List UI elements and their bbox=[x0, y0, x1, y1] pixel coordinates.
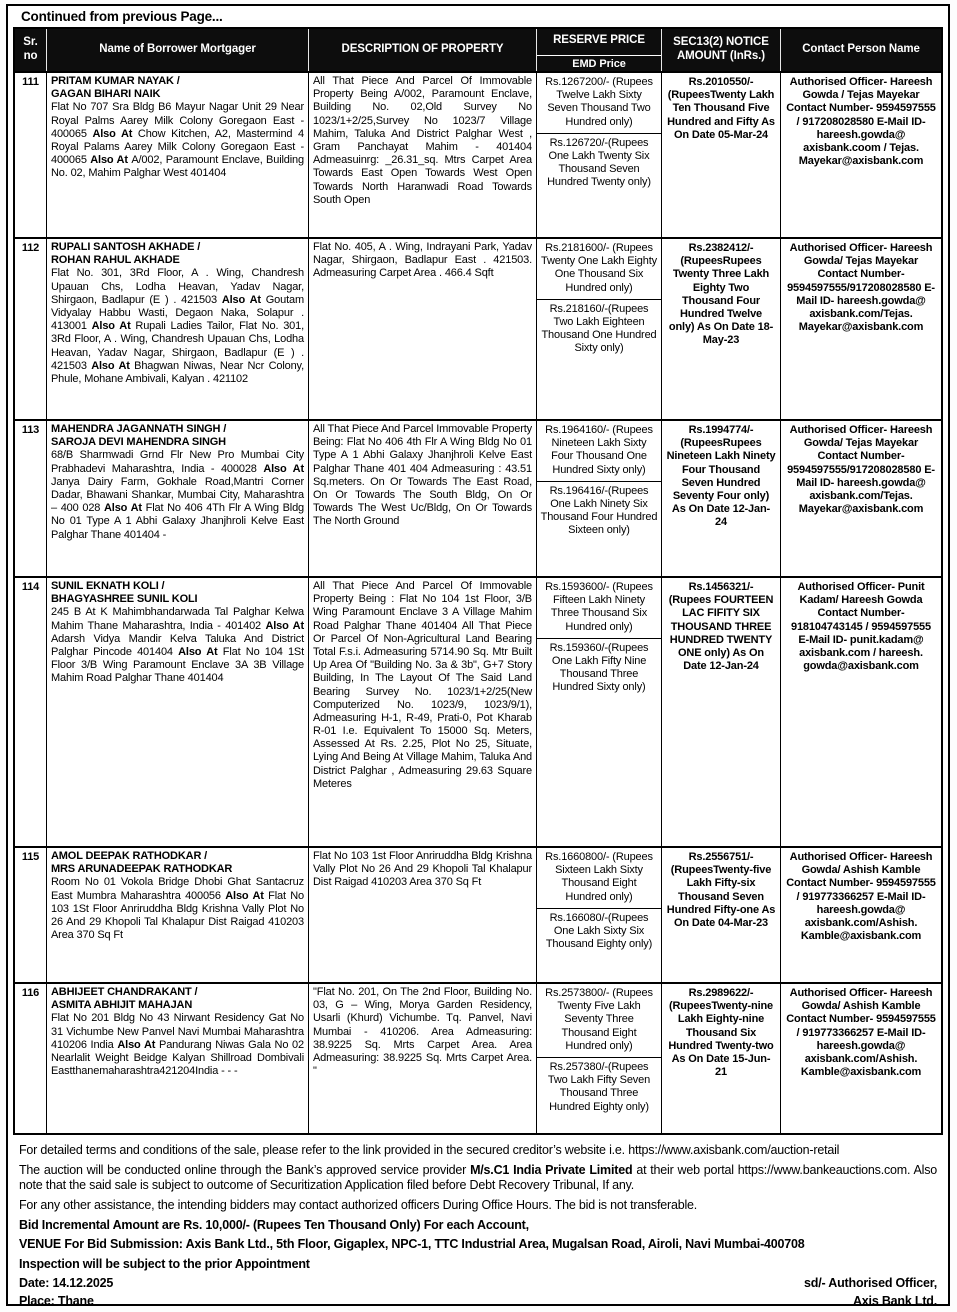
borrower-address: Room No 01 Vokola Bridge Dhobi Ghat Santacruz East Mumbra Maharashtra 400056 Also At Flat No 103 1St Floor Anriruddha Bldg Krishna Vally Plot No 26 And 29 Khopoli Tal Khalapur Dist Raigad 410203 Area 370 Sq Ft bbox=[51, 876, 305, 942]
borrower-name-2: GAGAN BIHARI NAIK bbox=[51, 88, 161, 101]
bank-name: Axis Bank Ltd. bbox=[852, 1294, 937, 1309]
table-row bbox=[15, 419, 941, 576]
contact-person: Authorised Officer- Hareesh Gowda/ Tejas Mayekar Contact Number- 9594597555/917208028580 E-Mail ID- hareesh.gowda@ axisbank.com/Tejas. Mayekar@axisbank.com bbox=[780, 421, 941, 576]
contact-person: Authorised Officer- Hareesh Gowda/ Ashish Kamble Contact Number- 9594597555 / 919773366257 E-Mail ID- hareesh.gowda@ axisbank.com/Ashish. Kamble@axisbank.com bbox=[780, 984, 941, 1133]
borrower-address: Flat No. 301, 3Rd Floor, A . Wing, Chandresh Upauan Chs, Lodha Heavan, Yadav Nagar, Shirgaon, Badlapur (E ) . 421503 Also At Goutam Vidyalay Habbu Wasti, Degaon Naka, Solapur . 413001 Also At Rupali Ladies Tailor, Flat No. 301, 3Rd Floor, A . Wing, Chandresh Upauan Chs, Lodha Heavan, Yadav Nagar, Shirgaon, Badlapur (E ) . 421503 Also At Bhagwan Niwas, Near Ncr Colony, Phule, Mohane Ambivali, Kalyan . 421102 bbox=[51, 267, 304, 385]
property-description: All That Piece And Parcel Immovable Property Being: Flat No 406 4th Flr A Wing Bldg No 01 Type A 1 Abhi Galaxy Jhanjhroli Kelve East Palghar Thane 401 404 Admeasuring : 43.51 Sq.meters. On Or Towards The East Road, On Or Towards The South Bldg, On Or Towards The West Uc/Bldg, On Or Towards The North Ground bbox=[308, 421, 536, 576]
table-row bbox=[15, 846, 941, 982]
table-row bbox=[15, 982, 941, 1133]
header-emd-price-label: EMD Price bbox=[572, 57, 626, 70]
borrower-name-1: PRITAM KUMAR NAYAK / bbox=[51, 75, 180, 87]
sr-no: 116 bbox=[21, 987, 40, 999]
borrower-name-1: MAHENDRA JAGANNATH SINGH / bbox=[51, 423, 227, 435]
terms-line: For detailed terms and conditions of the sale, please refer to the link provided in the secured creditor’s website i.e. https://www.axisbank.com/auction-retail bbox=[19, 1143, 840, 1157]
property-description: Flat No 103 1st Floor Anriruddha Bldg Krishna Vally Plot No 26 And 29 Khopoli Tal Khalapur Dist Raigad 410203 Area 370 Sq Ft bbox=[308, 848, 536, 982]
price-cell bbox=[536, 984, 661, 1133]
sr-no: 113 bbox=[21, 424, 40, 436]
borrower-cell bbox=[46, 73, 308, 237]
emd-price: Rs.166080/-(Rupees One Lakh Sixty Six Thousand Eighty only) bbox=[545, 911, 653, 951]
header-sr-no: Sr. no bbox=[23, 36, 38, 62]
reserve-price: Rs.2573800/- (Rupees Twenty Five Lakh Seventy Three Thousand Eight Hundred only) bbox=[537, 984, 661, 1058]
inspection-line: Inspection will be subject to the prior Appointment bbox=[19, 1256, 310, 1271]
sr-no: 111 bbox=[22, 76, 39, 88]
notice-page bbox=[6, 4, 950, 1309]
sec13-notice-amount: Rs.1994774/- (RupeesRupees Nineteen Lakh Ninety Four Thousand Seven Hundred Seventy Four only) As On Date 12-Jan-24 bbox=[661, 421, 780, 576]
borrower-cell bbox=[46, 421, 308, 576]
date-label: Date: 14.12.2025 bbox=[19, 1276, 114, 1291]
table-header-row bbox=[15, 29, 941, 71]
property-description: All That Piece And Parcel Of Immovable Property Being : Flat No 104 1st Floor, 3/B Wing Paramount Enclave 3 A Village Mahim Road Palghar Thane 401404 All That Piece Or Parcel Of Non-Agricultural Land Bearing Total F.s.i. Admeasuring 5714.90 Sq. Mtr Built Up Area Of "Building No. 3a & 3b", G+7 Story Building, In The Layout Of The Said Land Bearing Survey No. 1023/1+2/25(New Computerized No. 1023/9, 1023/9/1), Admeasuring H-1, R-49, Prati-0, Pot Kharab R-01 I.e. Equivalent To 15000 Sq. Meters, Assessed At Rs. 2.25, Plot No 25, Situate, Lying And Being At Village Mahim, Taluka And District Palghar , Admeasuring 29.63 Square Meteres bbox=[308, 578, 536, 846]
borrower-address: 245 B At K Mahimbhandarwada Tal Palghar Kelwa Mahim Thane Maharashtra, India - 401402 Also At Adarsh Vidya Mandir Kelva Taluka And District Palghar Pincode 401404 Also At Flat No 104 1St Floor 3/B Wing Paramount Enclave 3A 3B Village Mahim Road Palghar Thane 401404 bbox=[51, 606, 304, 685]
borrower-name-1: ABHIJEET CHANDRAKANT / bbox=[51, 986, 198, 998]
contact-person: Authorised Officer- Hareesh Gowda/ Tejas Mayekar Contact Number- 9594597555/917208028580 E-Mail ID- hareesh.gowda@ axisbank.com/Tejas. Mayekar@axisbank.com bbox=[780, 239, 941, 419]
emd-price: Rs.196416/-(Rupees One Lakh Ninety Six Thousand Four Hundred Sixteen only) bbox=[540, 484, 658, 537]
auction-table bbox=[13, 27, 943, 1135]
sr-no: 112 bbox=[21, 242, 40, 254]
price-cell bbox=[536, 421, 661, 576]
emd-price: Rs.126720/-(Rupees One Lakh Twenty Six Thousand Seven Hundred Twenty only) bbox=[547, 136, 651, 189]
reserve-price: Rs.1660800/- (Rupees Sixteen Lakh Sixty Thousand Eight Hundred only) bbox=[537, 848, 661, 909]
signature: sd/- Authorised Officer, bbox=[804, 1276, 937, 1291]
contact-person: Authorised Officer- Hareesh Gowda/ Ashish Kamble Contact Number- 9594597555 / 919773366257 E-Mail ID- hareesh.gowda@ axisbank.com/Ashish. Kamble@axisbank.com bbox=[780, 848, 941, 982]
emd-price: Rs.218160/-(Rupees Two Lakh Eighteen Thousand One Hundred Sixty only) bbox=[541, 302, 657, 355]
contact-person: Authorised Officer- Hareesh Gowda / Tejas Mayekar Contact Number- 9594597555 / 917208028580 E-Mail ID- hareesh.gowda@ axisbank.coom / Tejas. Mayekar@axisbank.com bbox=[780, 73, 941, 237]
borrower-name-2: ASMITA ABHIJIT MAHAJAN bbox=[51, 999, 193, 1012]
notice-footer bbox=[11, 1135, 945, 1308]
borrower-name-1: RUPALI SANTOSH AKHADE / bbox=[51, 241, 201, 253]
borrower-name-1: SUNIL EKNATH KOLI / bbox=[51, 580, 165, 592]
price-cell bbox=[536, 73, 661, 237]
table-row bbox=[15, 237, 941, 419]
header-reserve-price bbox=[536, 29, 661, 71]
reserve-price: Rs.1267200/- (Rupees Twelve Lakh Sixty Seven Thousand Two Hundred only) bbox=[537, 73, 661, 134]
reserve-price: Rs.2181600/- (Rupees Twenty One Lakh Eighty One Thousand Six Hundred only) bbox=[537, 239, 661, 300]
sec13-notice-amount: Rs.2989622/- (RupeesTwenty-nine Lakh Eighty-nine Thousand Six Hundred Twenty-two As On Date 15-Jun-21 bbox=[661, 984, 780, 1133]
header-reserve-price-label: RESERVE PRICE bbox=[537, 29, 661, 56]
auction-provider-line: The auction will be conducted online through the Bank’s approved service provider M/s.C1 India Private Limited at their web portal https://www.bankeauctions.com. Also note that the said sale is subject to outcome of Securitization Application filed before Debt Recovery Tribunal, If any. bbox=[19, 1162, 938, 1193]
borrower-name-2: ROHAN RAHUL AKHADE bbox=[51, 254, 180, 267]
property-description: "Flat No. 201, On The 2nd Floor, Building No. 03, G – Wing, Morya Garden Residency, Usarli (Khurd) Vichumbe. Tq. Panvel, Navi Mumbai - 410206. Area Admeasuring: 38.9225 Sq. Mrts Carpet Area. Area Admeasuring: 38.9225 Sq. Mrts Carpet Area. " bbox=[308, 984, 536, 1133]
borrower-name-2: MRS ARUNADEEPAK RATHODKAR bbox=[51, 863, 233, 876]
borrower-cell bbox=[46, 848, 308, 982]
place-label: Place: Thane bbox=[19, 1294, 94, 1309]
table-row bbox=[15, 576, 941, 846]
reserve-price: Rs.1593600/- (Rupees Fifteen Lakh Ninety Three Thousand Six Hundred only) bbox=[537, 578, 661, 639]
borrower-name-1: AMOL DEEPAK RATHODKAR / bbox=[51, 850, 208, 862]
borrower-address: Flat No 707 Sra Bldg B6 Mayur Nagar Unit 29 Near Royal Palms Aarey Milk Colony Goregaon East - 400065 Also At Chow Kitchen, A2, Mastermind 4 Royal Palams Aarey Milk Colony Goregaon East - 400065 Also At A/002, Paramount Enclave, Building No. 02, Mahim Palghar West 401404 bbox=[51, 101, 304, 180]
sec13-notice-amount: Rs.2382412/- (RupeesRupees Twenty Three Lakh Eighty Two Thousand Four Hundred Twelve only) As On Date 18-May-23 bbox=[661, 239, 780, 419]
table-row bbox=[15, 71, 941, 237]
price-cell bbox=[536, 848, 661, 982]
borrower-cell bbox=[46, 239, 308, 419]
sec13-notice-amount: Rs.2556751/- (RupeesTwenty-five Lakh Fifty-six Thousand Seven Hundred Fifty-one As On Date 04-Mar-23 bbox=[661, 848, 780, 982]
borrower-address: Flat No 201 Bldg No 43 Nirwant Residency Gat No 31 Vichumbe New Panvel Navi Mumbai Maharashtra 410206 India Also At Pandurang Niwas Gala No 02 Nearlalit Weight Beidge Kalyan Shillroad Dombivali Eastthanemaharashtra421204India - - - bbox=[51, 1012, 304, 1078]
sec13-notice-amount: Rs.1456321/- (Rupees FOURTEEN LAC FIFITY SIX THOUSAND THREE HUNDRED TWENTY ONE only) As On Date 12-Jan-24 bbox=[661, 578, 780, 846]
emd-price: Rs.159360/-(Rupees One Lakh Fifty Nine Thousand Three Hundred Sixty only) bbox=[549, 641, 649, 694]
price-cell bbox=[536, 239, 661, 419]
bid-increment-line: Bid Incremental Amount are Rs. 10,000/- (Rupees Ten Thousand Only) For each Account, bbox=[19, 1217, 529, 1232]
sr-no: 115 bbox=[21, 851, 40, 863]
borrower-name-2: BHAGYASHREE SUNIL KOLI bbox=[51, 593, 198, 606]
borrower-cell bbox=[46, 578, 308, 846]
sr-no: 114 bbox=[21, 581, 40, 593]
header-contact-person: Contact Person Name bbox=[780, 29, 941, 71]
property-description: Flat No. 405, A . Wing, Indrayani Park, Yadav Nagar, Shirgaon, Badlapur East . 421503. Admeasuring Carpet Area . 466.4 Sqft bbox=[308, 239, 536, 419]
header-sec13-amount: SEC13(2) NOTICE AMOUNT (InRs.) bbox=[661, 29, 780, 71]
venue-line: VENUE For Bid Submission: Axis Bank Ltd., 5th Floor, Gigaplex, NPC-1, TTC Industrial Area, Mugalsan Road, Airoli, Navi Mumbai-400708 bbox=[19, 1237, 805, 1252]
price-cell bbox=[536, 578, 661, 846]
continued-from-previous-page: Continued from previous Page... bbox=[21, 9, 223, 24]
emd-price: Rs.257380/-(Rupees Two Lakh Fifty Seven Thousand Three Hundred Eighty only) bbox=[547, 1060, 651, 1113]
borrower-cell bbox=[46, 984, 308, 1133]
borrower-name-2: SAROJA DEVI MAHENDRA SINGH bbox=[51, 436, 226, 449]
header-borrower-name: Name of Borrower Mortgager bbox=[46, 29, 308, 71]
property-description: All That Piece And Parcel Of Immovable Property Being A/002, Paramount Enclave, Building No. 02,Old Survey No 1023/1+2/25,Survey No 1023/7 Village Mahim, Taluka And District Palghar West , Gram Panchayat Mahim - 401404 Admeasuinrg: _26.31_sq. Mtrs Carpet Area Towards East Open Towards West Open Towards North Haranwadi Road Towards South Open bbox=[308, 73, 536, 237]
assistance-line: For any other assistance, the intending bidders may contact authorized officers During Office Hours. The bid is not transferable. bbox=[19, 1197, 698, 1212]
contact-person: Authorised Officer- Punit Kadam/ Hareesh Gowda Contact Number- 918104743145 / 9594597555 E-Mail ID- punit.kadam@ axisbank.com / hareesh. gowda@axisbank.com bbox=[780, 578, 941, 846]
header-description: DESCRIPTION OF PROPERTY bbox=[308, 29, 536, 71]
borrower-address: 68/B Sharmwadi Grnd Flr New Pro Mumbai City Prabhadevi Maharashtra, India - 400028 Also At Janya Dairy Farm, Gokhale Road,Mantri Corner Dadar, Bhawani Shankar, Mumbai City, Maharashtra – 400 028 Also At Flat No 406 4Th Flr A Wing Bldg No 01 Type A 1 Abhi Galaxy Jhanjhroli Kelve East Palghar Thane 401404 - bbox=[51, 449, 305, 541]
reserve-price: Rs.1964160/- (Rupees Nineteen Lakh Sixty Four Thousand One Hundred Sixty only) bbox=[537, 421, 661, 482]
sec13-notice-amount: Rs.2010550/- (RupeesTwenty Lakh Ten Thousand Five Hundred and Fifty As On Date 05-Mar-24 bbox=[661, 73, 780, 237]
